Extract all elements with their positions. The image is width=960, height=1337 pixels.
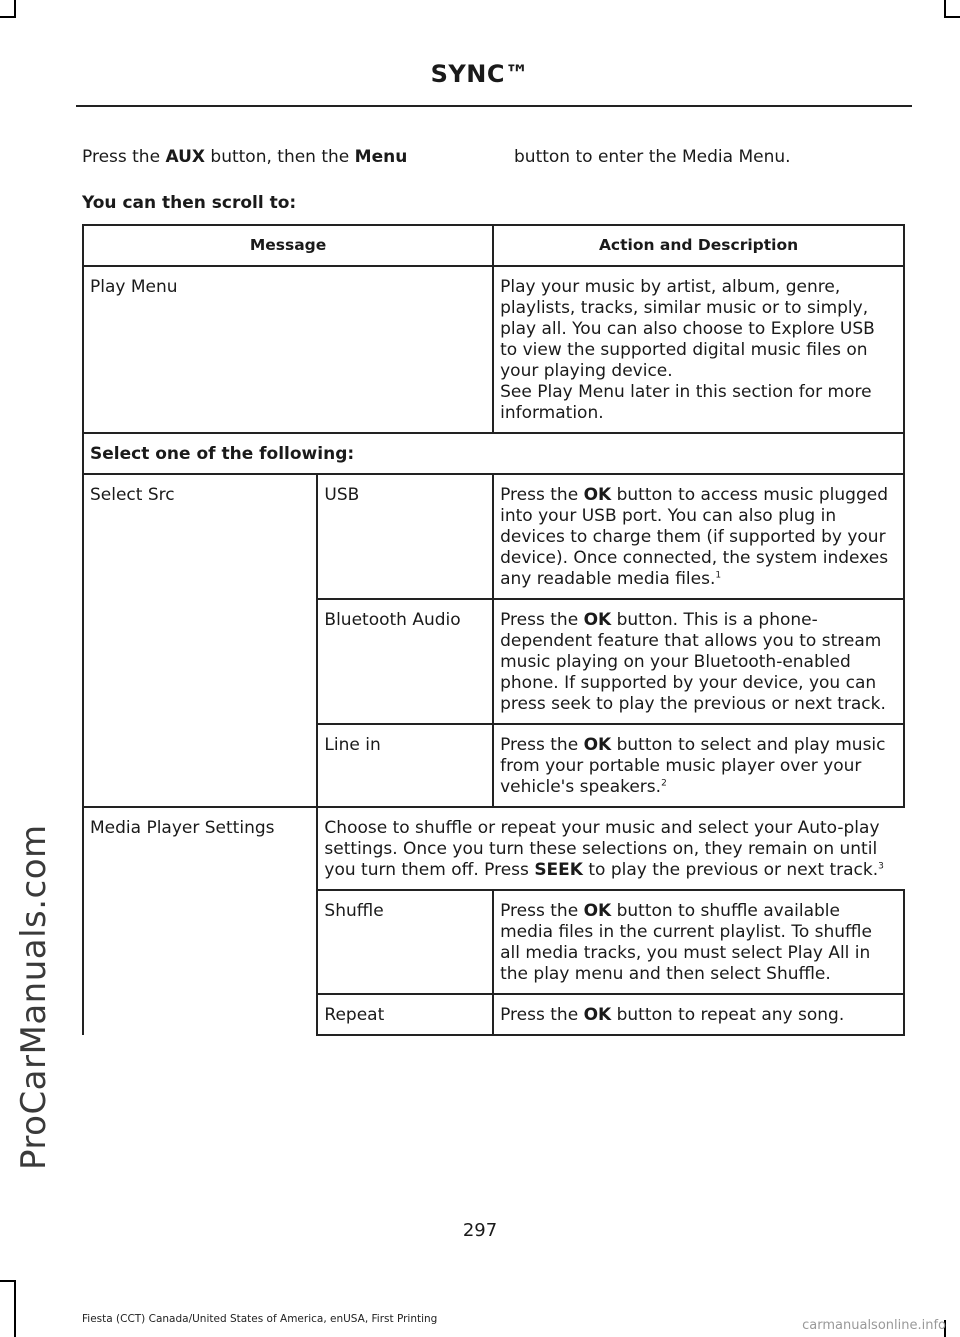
page-number: 297 — [462, 1220, 498, 1241]
table-row — [83, 474, 904, 599]
column-header-message: Message — [83, 225, 493, 266]
crop-mark — [0, 1280, 16, 1282]
message-cell: Select Src — [83, 474, 317, 807]
description-cell: Play your music by artist, album, genre, playlists, tracks, similar music or to simply, play all. You can also choose to Explore USB to view the supported digital music files on your playing device. See Play Menu later in this section for more information. — [493, 266, 904, 433]
table-row — [83, 433, 904, 474]
description-cell: Press the OK button to select and play music from your portable music player over your vehicle's speakers.$^2$ — [493, 724, 904, 807]
crop-mark — [0, 16, 16, 18]
table-row — [83, 266, 904, 433]
description-cell: Press the OK button. This is a phone-dependent feature that allows you to stream music playing on your Bluetooth-enabled phone. If supported by your device, you can press seek to play the previous or next track. — [493, 599, 904, 724]
option-cell: USB — [317, 474, 493, 599]
column-header-action: Action and Description — [493, 225, 904, 266]
intro-text-continued: button to enter the Media Menu. — [514, 147, 791, 167]
crop-mark — [14, 1280, 16, 1337]
option-cell: Line in — [317, 724, 493, 807]
message-cell: Media Player Settings — [83, 807, 317, 1035]
option-cell: Shuffle — [317, 890, 493, 994]
table-header-row — [83, 225, 904, 266]
site-watermark: carmanualsonline.info — [802, 1318, 946, 1333]
option-cell: Bluetooth Audio — [317, 599, 493, 724]
header-divider — [76, 105, 912, 107]
section-subheading: You can then scroll to: — [82, 193, 297, 213]
description-cell: Press the OK button to access music plugged into your USB port. You can also plug in devices to charge them (if supported by your device). Once connected, the system indexes any readable media files.$^1$ — [493, 474, 904, 599]
media-menu-table — [82, 224, 905, 1036]
option-cell: Repeat — [317, 994, 493, 1035]
section-row-heading: Select one of the following: — [83, 433, 904, 474]
side-watermark: ProCarManuals.com — [14, 824, 54, 1170]
crop-mark — [944, 16, 960, 18]
description-cell: Press the OK button to repeat any song. — [493, 994, 904, 1035]
table-row — [83, 807, 904, 890]
intro-text: Press the AUX button, then the Menu — [82, 147, 408, 167]
footer-text: Fiesta (CCT) Canada/United States of America, enUSA, First Printing — [82, 1313, 438, 1325]
message-cell: Play Menu — [83, 266, 493, 433]
page-title: SYNC™ — [430, 60, 530, 88]
description-cell: Press the OK button to shuffle available media files in the current playlist. To shuffle all media tracks, you must select Play All in the play menu and then select Shuffle. — [493, 890, 904, 994]
description-cell: Choose to shuffle or repeat your music and select your Auto-play settings. Once you turn these selections on, they remain on until you turn them off. Press SEEK to play the previous or next track.$^3$ — [317, 807, 904, 890]
